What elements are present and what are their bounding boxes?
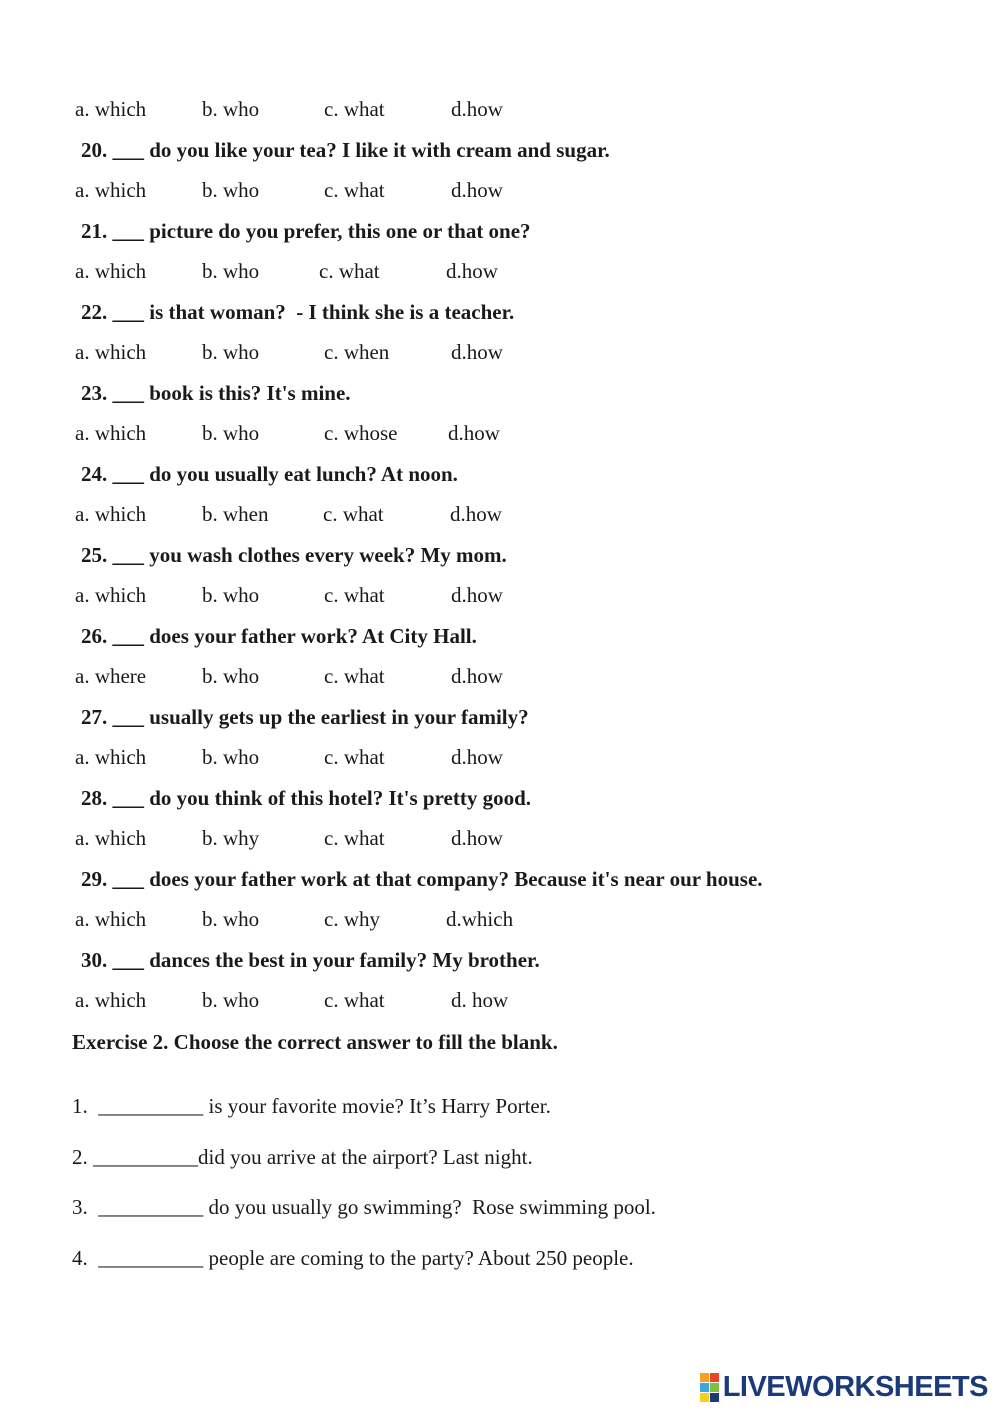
answer-option: b. who: [202, 97, 260, 121]
answer-option: d.how: [451, 745, 503, 769]
logo-text: LIVEWORKSHEETS: [722, 1370, 988, 1403]
answer-option: a. which: [75, 502, 147, 526]
question-text: 26. ___ does your father work? At City Hall.: [81, 624, 477, 648]
fill-blank-item: 3. __________ do you usually go swimming? Rose swimming pool.: [72, 1195, 656, 1219]
answer-option: b. who: [202, 340, 260, 364]
answer-option: d.which: [446, 907, 514, 931]
question-text: 27. ___ usually gets up the earliest in your family?: [81, 705, 529, 729]
question-text: 21. ___ picture do you prefer, this one or that one?: [81, 219, 531, 243]
answer-option: a. where: [75, 664, 147, 688]
liveworksheets-logo: [700, 1372, 988, 1402]
answer-option: d.how: [451, 178, 503, 202]
question-text: 20. ___ do you like your tea? I like it with cream and sugar.: [81, 138, 610, 162]
exercise-2-title: Exercise 2. Choose the correct answer to fill the blank.: [72, 1030, 558, 1054]
answer-option: a. which: [75, 97, 147, 121]
answer-option: b. who: [202, 988, 260, 1012]
answer-option: c. what: [324, 664, 385, 688]
fill-blank-item: 2. __________did you arrive at the airport? Last night.: [72, 1145, 533, 1169]
answer-option: a. which: [75, 826, 147, 850]
answer-option: d.how: [451, 340, 503, 364]
answer-option: a. which: [75, 259, 147, 283]
question-text: 25. ___ you wash clothes every week? My mom.: [81, 543, 507, 567]
answer-option: b. who: [202, 664, 260, 688]
answer-option: a. which: [75, 745, 147, 769]
answer-option: c. what: [319, 259, 380, 283]
question-text: 22. ___ is that woman? - I think she is a teacher.: [81, 300, 515, 324]
answer-option: b. when: [202, 502, 269, 526]
question-text: 30. ___ dances the best in your family? My brother.: [81, 948, 540, 972]
answer-option: b. who: [202, 421, 260, 445]
fill-blank-item: 4. __________ people are coming to the party? About 250 people.: [72, 1246, 634, 1270]
answer-option: a. which: [75, 178, 147, 202]
question-text: 29. ___ does your father work at that company? Because it's near our house.: [81, 867, 763, 891]
answer-option: b. who: [202, 178, 260, 202]
answer-option: b. who: [202, 259, 260, 283]
answer-option: c. why: [324, 907, 380, 931]
logo-mark-icon: [700, 1373, 719, 1402]
answer-option: c. what: [324, 988, 385, 1012]
answer-option: c. when: [324, 340, 390, 364]
answer-option: d.how: [451, 97, 503, 121]
fill-blank-item: 1. __________ is your favorite movie? It’s Harry Porter.: [72, 1094, 551, 1118]
answer-option: d.how: [451, 664, 503, 688]
answer-option: c. what: [324, 97, 385, 121]
answer-option: d.how: [451, 826, 503, 850]
answer-option: a. which: [75, 907, 147, 931]
answer-option: b. who: [202, 745, 260, 769]
answer-option: c. what: [324, 583, 385, 607]
question-text: 24. ___ do you usually eat lunch? At noon.: [81, 462, 458, 486]
answer-option: c. whose: [324, 421, 398, 445]
answer-option: c. what: [324, 178, 385, 202]
answer-option: d.how: [451, 583, 503, 607]
answer-option: b. who: [202, 907, 260, 931]
answer-option: a. which: [75, 340, 147, 364]
answer-option: a. which: [75, 988, 147, 1012]
answer-option: b. who: [202, 583, 260, 607]
answer-option: d.how: [446, 259, 498, 283]
question-text: 28. ___ do you think of this hotel? It's pretty good.: [81, 786, 532, 810]
answer-option: a. which: [75, 421, 147, 445]
answer-option: c. what: [323, 502, 384, 526]
answer-option: c. what: [324, 745, 385, 769]
answer-option: d.how: [450, 502, 502, 526]
answer-option: c. what: [324, 826, 385, 850]
question-text: 23. ___ book is this? It's mine.: [81, 381, 351, 405]
answer-option: d.how: [448, 421, 500, 445]
answer-option: d. how: [451, 988, 509, 1012]
answer-option: b. why: [202, 826, 260, 850]
answer-option: a. which: [75, 583, 147, 607]
